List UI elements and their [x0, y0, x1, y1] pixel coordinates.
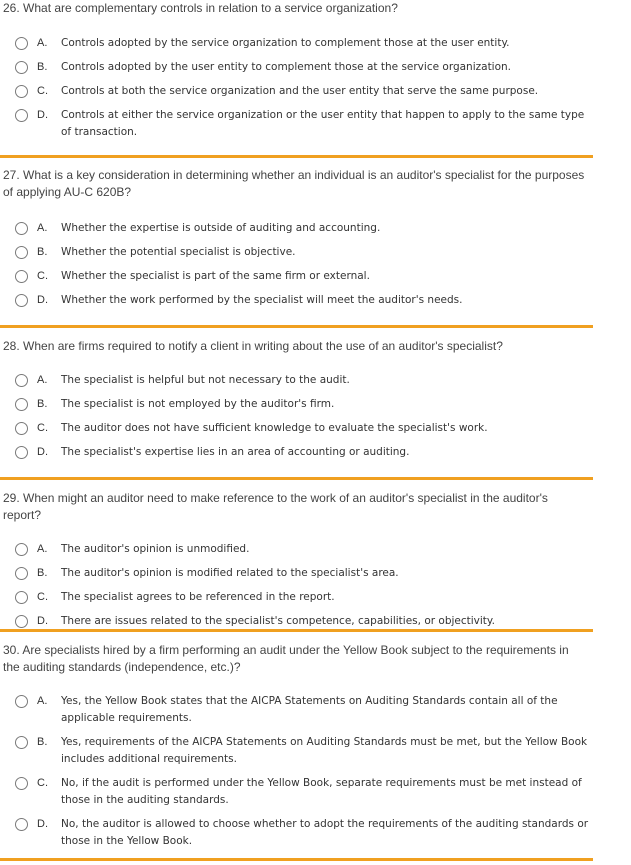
question-27: [0, 167, 593, 317]
radio-button[interactable]: [15, 398, 28, 411]
radio-button[interactable]: [15, 422, 28, 435]
option-letter: B.: [37, 246, 48, 258]
option-c[interactable]: [0, 84, 593, 100]
radio-button[interactable]: [15, 270, 28, 283]
section-divider: [0, 155, 593, 158]
question-26: [0, 0, 593, 149]
option-text: Yes, requirements of the AICPA Statements on Auditing Standards must be met, but the Yellow Book includes additional requirements.: [61, 736, 588, 765]
option-a[interactable]: [0, 694, 593, 727]
radio-button[interactable]: [15, 246, 28, 259]
section-divider: [0, 858, 593, 861]
option-text: The specialist is helpful but not necessary to the audit.: [61, 374, 350, 386]
option-letter: C.: [37, 85, 48, 97]
option-letter: A.: [37, 374, 48, 386]
option-a[interactable]: [0, 542, 593, 558]
option-text: The auditor does not have sufficient knowledge to evaluate the specialist's work.: [61, 422, 488, 434]
option-letter: C.: [37, 777, 48, 789]
option-text: The specialist agrees to be referenced in the report.: [61, 591, 335, 603]
radio-button[interactable]: [15, 736, 28, 749]
option-letter: B.: [37, 61, 48, 73]
option-d[interactable]: [0, 445, 593, 461]
option-text: Whether the specialist is part of the same firm or external.: [61, 270, 370, 282]
question-text: 29. When might an auditor need to make reference to the work of an auditor's specialist in the auditor's report?: [3, 491, 548, 522]
question-28: [0, 338, 593, 469]
question-29: [0, 490, 593, 638]
option-a[interactable]: [0, 373, 593, 389]
option-letter: A.: [37, 695, 48, 707]
section-divider: [0, 477, 593, 480]
option-letter: B.: [37, 736, 48, 748]
radio-button[interactable]: [15, 695, 28, 708]
option-b[interactable]: [0, 735, 593, 768]
question-text: 30. Are specialists hired by a firm performing an audit under the Yellow Book subject to the requirements in the auditing standards (independence, etc.)?: [3, 643, 569, 674]
option-text: Whether the potential specialist is objective.: [61, 246, 296, 258]
option-c[interactable]: [0, 590, 593, 606]
radio-button[interactable]: [15, 543, 28, 556]
option-a[interactable]: [0, 36, 593, 52]
option-b[interactable]: [0, 397, 593, 413]
radio-button[interactable]: [15, 567, 28, 580]
option-text: Yes, the Yellow Book states that the AICPA Statements on Auditing Standards contain all of the applicable requirements.: [61, 695, 558, 724]
option-letter: D.: [37, 446, 48, 458]
radio-button[interactable]: [15, 37, 28, 50]
option-b[interactable]: [0, 245, 593, 261]
radio-button[interactable]: [15, 61, 28, 74]
option-letter: D.: [37, 294, 48, 306]
radio-button[interactable]: [15, 85, 28, 98]
radio-button[interactable]: [15, 374, 28, 387]
radio-button[interactable]: [15, 777, 28, 790]
option-letter: A.: [37, 222, 48, 234]
option-c[interactable]: [0, 421, 593, 437]
option-a[interactable]: [0, 221, 593, 237]
option-text: Whether the expertise is outside of auditing and accounting.: [61, 222, 381, 234]
option-text: No, the auditor is allowed to choose whether to adopt the requirements of the auditing standards or those in the Yellow Book.: [61, 818, 589, 847]
option-b[interactable]: [0, 566, 593, 582]
option-text: The specialist's expertise lies in an area of accounting or auditing.: [61, 446, 410, 458]
option-d[interactable]: [0, 817, 593, 850]
option-c[interactable]: [0, 776, 593, 809]
option-text: There are issues related to the specialist's competence, capabilities, or objectivity.: [61, 615, 495, 627]
radio-button[interactable]: [15, 591, 28, 604]
option-letter: A.: [37, 37, 48, 49]
radio-button[interactable]: [15, 818, 28, 831]
option-d[interactable]: [0, 108, 593, 141]
option-d[interactable]: [0, 293, 593, 309]
option-letter: D.: [37, 109, 48, 121]
question-text: 28. When are firms required to notify a client in writing about the use of an auditor's specialist?: [3, 339, 503, 353]
question-30: [0, 642, 593, 858]
option-letter: C.: [37, 270, 48, 282]
option-c[interactable]: [0, 269, 593, 285]
question-text: 27. What is a key consideration in determining whether an individual is an auditor's specialist for the purposes of applying AU-C 620B?: [3, 168, 585, 199]
section-divider: [0, 325, 593, 328]
option-text: No, if the audit is performed under the Yellow Book, separate requirements must be met instead of those in the auditing standards.: [61, 777, 582, 806]
option-letter: A.: [37, 543, 48, 555]
option-letter: C.: [37, 591, 48, 603]
option-text: Controls adopted by the service organization to complement those at the user entity.: [61, 37, 510, 49]
option-b[interactable]: [0, 60, 593, 76]
option-text: Controls at both the service organization and the user entity that serve the same purpose.: [61, 85, 539, 97]
option-letter: D.: [37, 615, 48, 627]
radio-button[interactable]: [15, 294, 28, 307]
section-divider: [0, 629, 593, 632]
question-text: 26. What are complementary controls in relation to a service organization?: [3, 1, 398, 15]
option-letter: B.: [37, 398, 48, 410]
option-text: Controls adopted by the user entity to complement those at the service organization.: [61, 61, 512, 73]
option-text: The specialist is not employed by the auditor's firm.: [61, 398, 335, 410]
radio-button[interactable]: [15, 109, 28, 122]
option-letter: C.: [37, 422, 48, 434]
option-text: Controls at either the service organization or the user entity that happen to apply to the same type of transaction.: [61, 109, 585, 138]
option-text: The auditor's opinion is modified related to the specialist's area.: [61, 567, 399, 579]
option-text: The auditor's opinion is unmodified.: [61, 543, 250, 555]
radio-button[interactable]: [15, 222, 28, 235]
option-letter: D.: [37, 818, 48, 830]
option-text: Whether the work performed by the specialist will meet the auditor's needs.: [61, 294, 463, 306]
radio-button[interactable]: [15, 615, 28, 628]
option-letter: B.: [37, 567, 48, 579]
radio-button[interactable]: [15, 446, 28, 459]
option-d[interactable]: [0, 614, 593, 630]
